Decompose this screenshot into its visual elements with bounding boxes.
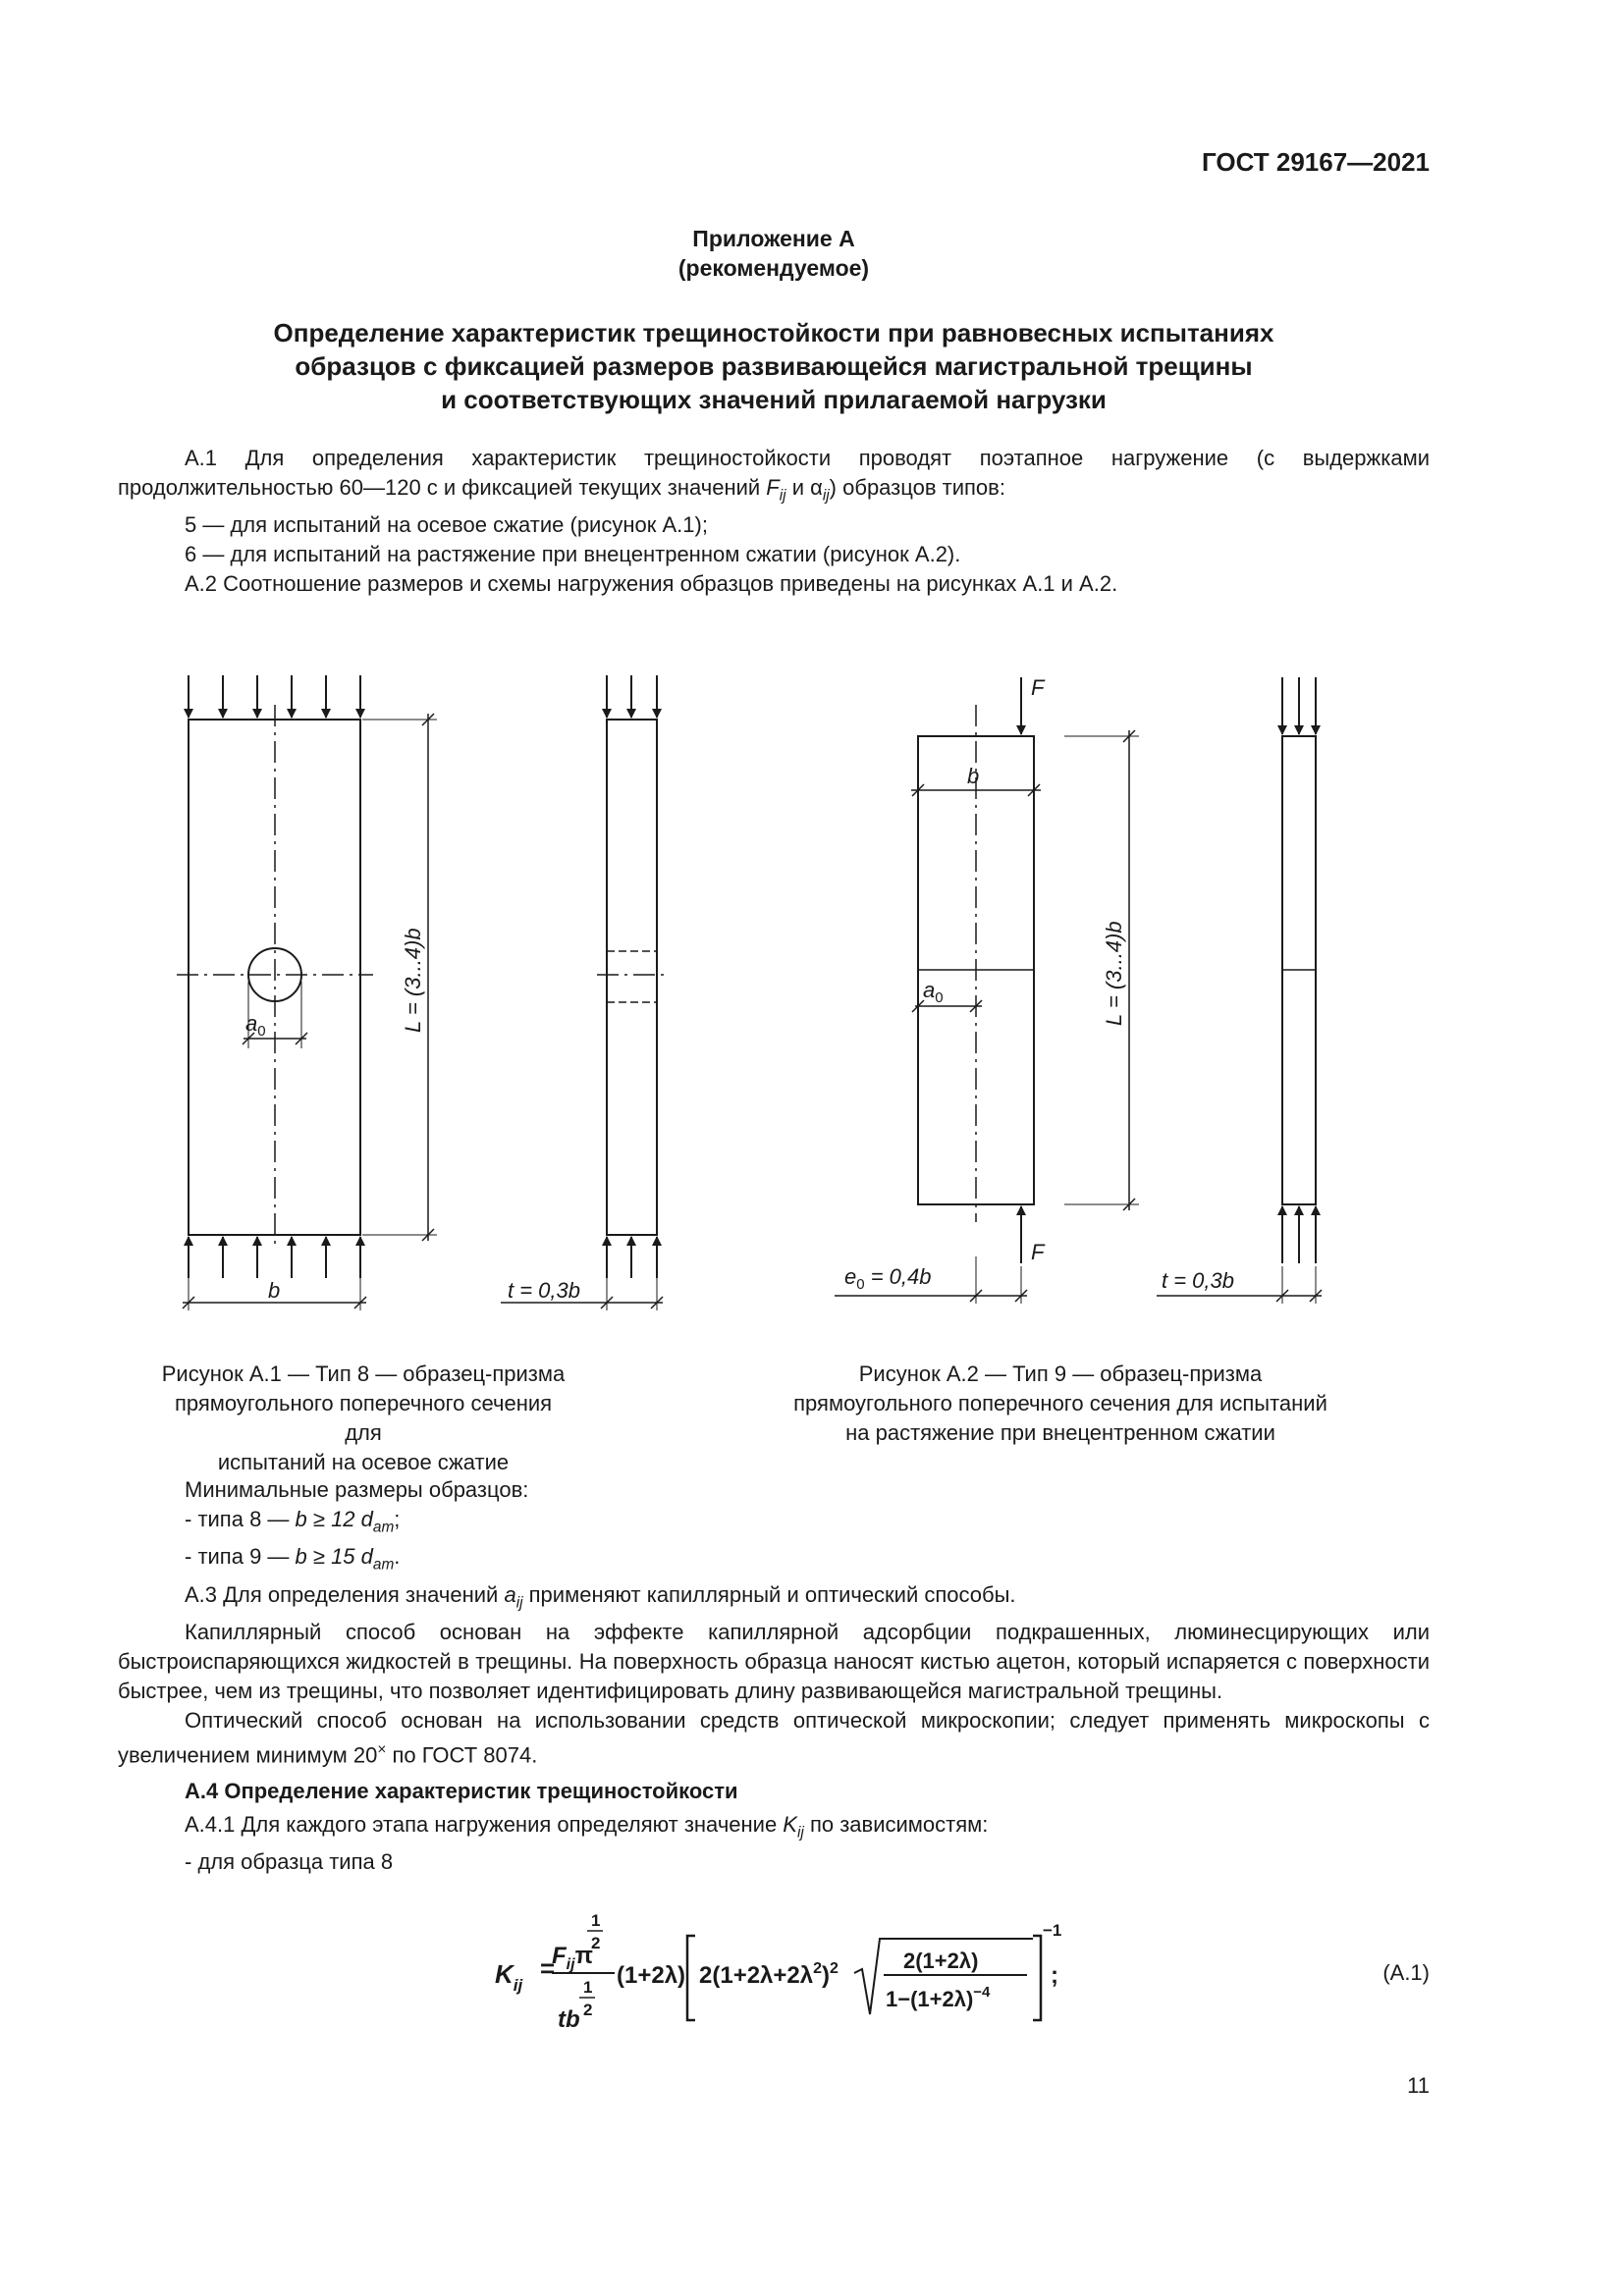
eq-numerator: $F_{ij}\pi$: [552, 1943, 593, 1973]
paragraph-optical: Оптический способ основан на использовании средств оптической микроскопии; следует применять микроскопы с увеличением минимум 20× по ГОСТ 8074.: [118, 1708, 1430, 1768]
paragraph-a1: А.1 Для определения характеристик трещиностойкости проводят поэтапное нагружение (с выдержками продолжительностью 60—120 с и фиксацией текущих значений $F_{ij}$ и $\alpha_{ij}$) образцов типов:: [118, 446, 1430, 505]
svg-text:2: 2: [591, 1934, 601, 1952]
dim-label-t-fig1: t = 0,3b: [508, 1278, 581, 1303]
svg-text:=: =: [540, 1953, 556, 1983]
document-code: ГОСТ 29167—2021: [1202, 147, 1430, 177]
equation-number: (А.1): [1382, 1960, 1430, 1985]
heading-line: и соответствующих значений прилагаемой нагрузки: [441, 385, 1107, 414]
min-sizes-line: Минимальные размеры образцов:: [185, 1477, 529, 1502]
eq-denominator: tb: [558, 2006, 580, 2033]
type9-min-line: - типа 9 — b ≥ 15 $d_{am}$.: [185, 1544, 401, 1574]
appendix-header: [118, 224, 1430, 283]
appendix-status: (рекомендуемое): [677, 255, 870, 281]
equation-a1: [491, 1904, 1119, 2042]
figure-a1-side-view: [501, 675, 668, 1310]
dim-label-b-fig2: b: [967, 764, 980, 788]
for-type8-line: - для образца типа 8: [185, 1848, 394, 1874]
dim-label-b-fig1: b: [268, 1278, 281, 1303]
svg-text:;: ;: [1051, 1962, 1058, 1989]
appendix-heading: [118, 316, 1430, 416]
figure-a1-caption: Рисунок А.1 — Тип 8 — образец-призма прямоугольного поперечного сечения для испытаний на осевое сжатие: [161, 1362, 566, 1474]
figures-drawing: [0, 648, 1624, 1335]
list-item-type6: 6 — для испытаний на растяжение при внецентренном сжатии (рисунок А.2).: [185, 542, 961, 567]
paragraph-a41: А.4.1 Для каждого этапа нагружения определяют значение $K_{ij}$ по зависимостям:: [185, 1811, 989, 1841]
heading-line: образцов с фиксацией размеров развивающейся магистральной трещины: [295, 351, 1253, 381]
figure-a2-caption: Рисунок А.2 — Тип 9 — образец-призма прямоугольного поперечного сечения для испытаний на растяжение при внецентренном сжатии: [793, 1362, 1327, 1445]
figure-a2-side-view: [1157, 677, 1322, 1304]
section-a3-a4: [118, 1475, 1430, 1877]
svg-text:2: 2: [583, 2001, 593, 2019]
eq-sqrt-numerator: 2(1+2λ): [903, 1949, 979, 1973]
eq-sqrt-denominator: $1-(1+2\lambda)^{-4}$: [886, 1984, 991, 2011]
paragraph-capillary: Капиллярный способ основан на эффекте капиллярной адсорбции подкрашенных, люминесцирующих или быстроиспаряющихся жидкостей в трещины. На поверхность образца наносят кистью ацетон, который испаряется с поверхности быстрее, чем из трещины, что позволяет идентифицировать длину развивающейся магистральной трещины.: [118, 1620, 1430, 1704]
eq-bracket-content: $2(1+2\lambda+2\lambda^2)^2$: [699, 1960, 839, 1989]
figure-a1-front-view: [177, 675, 437, 1310]
page-number: 11: [1407, 2073, 1430, 2098]
heading-line: Определение характеристик трещиностойкости при равновесных испытаниях: [273, 318, 1274, 347]
svg-text:1: 1: [583, 1978, 593, 1997]
figure-a2-front-view: [835, 677, 1139, 1304]
section-a1-a2: [118, 444, 1430, 599]
dim-label-a0-fig1: $a_0$: [245, 1011, 266, 1040]
type8-min-line: - типа 8 — b ≥ 12 $d_{am}$;: [185, 1507, 401, 1536]
appendix-title: Приложение А: [692, 226, 855, 251]
paragraph-a2: А.2 Соотношение размеров и схемы нагружения образцов приведены на рисунках А.1 и А.2.: [185, 571, 1118, 597]
dim-label-t-fig2: t = 0,3b: [1162, 1268, 1235, 1293]
dim-label-L-fig1: L = (3...4)b: [401, 928, 425, 1033]
eq-lhs: $K_{ij}$: [495, 1959, 523, 1995]
dim-label-a0-fig2: $a_0$: [923, 978, 944, 1006]
heading-a4: А.4 Определение характеристик трещиностойкости: [185, 1778, 738, 1803]
paragraph-a3: А.3 Для определения значений $a_{ij}$ применяют капиллярный и оптический способы.: [185, 1581, 1016, 1612]
svg-text:−1: −1: [1043, 1921, 1062, 1940]
dim-label-L-fig2: L = (3...4)b: [1102, 921, 1126, 1026]
svg-text:1: 1: [591, 1911, 601, 1930]
force-label-bottom: F: [1031, 1240, 1045, 1264]
eq-factor: (1+2λ): [617, 1962, 686, 1989]
dim-label-e0: $e_0 = 0,4b$: [844, 1264, 932, 1293]
list-item-type5: 5 — для испытаний на осевое сжатие (рисунок А.1);: [185, 512, 708, 538]
force-label-top: F: [1031, 675, 1045, 700]
